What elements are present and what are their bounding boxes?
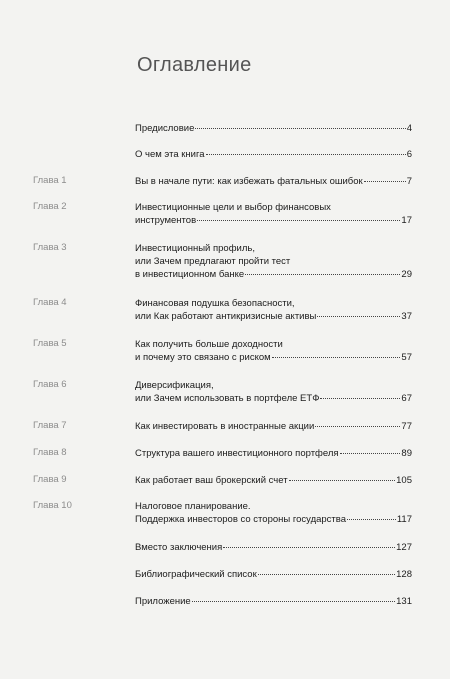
chapter-label: Глава 3 bbox=[33, 242, 67, 253]
entry-title-line: Как инвестировать в иностранные акции bbox=[135, 421, 315, 432]
entry-title-line: Инвестиционный профиль, bbox=[135, 243, 255, 254]
entry-body bbox=[135, 379, 412, 405]
entry-body bbox=[135, 201, 412, 227]
page-number: 105 bbox=[396, 475, 412, 486]
entry-title-line: и почему это связано с риском bbox=[135, 352, 271, 363]
leader-dots bbox=[289, 480, 396, 481]
entry-title-line: Диверсификация, bbox=[135, 380, 214, 391]
entry-body bbox=[135, 338, 412, 364]
entry-title-line: или Как работают антикризисные активы bbox=[135, 311, 317, 322]
page-number: 29 bbox=[401, 269, 412, 280]
leader-dots bbox=[245, 274, 400, 275]
page-number: 131 bbox=[396, 596, 412, 607]
chapter-label: Глава 7 bbox=[33, 420, 67, 431]
leader-dots bbox=[195, 128, 405, 129]
leader-dots bbox=[206, 154, 406, 155]
chapter-label: Глава 2 bbox=[33, 201, 67, 212]
page-number: 37 bbox=[401, 311, 412, 322]
page-number: 117 bbox=[396, 514, 412, 525]
entry-body bbox=[135, 175, 412, 188]
page-number: 4 bbox=[406, 123, 412, 134]
leader-dots bbox=[347, 519, 396, 520]
entry-title-line: в инвестиционном банке bbox=[135, 269, 245, 280]
entry-title-line: Налоговое планирование. bbox=[135, 501, 251, 512]
page-number: 77 bbox=[401, 421, 412, 432]
entry-body bbox=[135, 122, 412, 135]
page-number: 67 bbox=[401, 393, 412, 404]
page-number: 128 bbox=[396, 569, 412, 580]
leader-dots bbox=[258, 574, 395, 575]
entry-title-line: Инвестиционные цели и выбор финансовых bbox=[135, 202, 331, 213]
entry-body bbox=[135, 568, 412, 581]
leader-dots bbox=[192, 601, 395, 602]
page-number: 17 bbox=[401, 215, 412, 226]
page-number: 89 bbox=[401, 448, 412, 459]
entry-title-line: Предисловие bbox=[135, 123, 195, 134]
toc-title: Оглавление bbox=[137, 54, 252, 76]
entry-title-line: Как получить больше доходности bbox=[135, 339, 283, 350]
leader-dots bbox=[315, 426, 400, 427]
page-number: 7 bbox=[406, 176, 412, 187]
entry-body bbox=[135, 500, 412, 526]
page-number: 127 bbox=[396, 542, 412, 553]
page-number: 6 bbox=[406, 149, 412, 160]
entry-title-line: Структура вашего инвестиционного портфеля bbox=[135, 448, 339, 459]
entry-body bbox=[135, 595, 412, 608]
leader-dots bbox=[320, 398, 400, 399]
entry-title-line: Как работает ваш брокерский счет bbox=[135, 475, 288, 486]
leader-dots bbox=[340, 453, 401, 454]
entry-title-line: Финансовая подушка безопасности, bbox=[135, 298, 295, 309]
entry-title-line: Вместо заключения bbox=[135, 542, 223, 553]
chapter-label: Глава 10 bbox=[33, 500, 72, 511]
leader-dots bbox=[364, 181, 406, 182]
entry-title-line: Библиографический список bbox=[135, 569, 257, 580]
entry-title-line: Приложение bbox=[135, 596, 191, 607]
entry-title-line: Вы в начале пути: как избежать фатальных ошибок bbox=[135, 176, 363, 187]
entry-title-line: О чем эта книга bbox=[135, 149, 205, 160]
chapter-label: Глава 1 bbox=[33, 175, 67, 186]
leader-dots bbox=[317, 316, 400, 317]
leader-dots bbox=[272, 357, 401, 358]
chapter-label: Глава 4 bbox=[33, 297, 67, 308]
entry-title-line: инструментов bbox=[135, 215, 197, 226]
page-number: 57 bbox=[401, 352, 412, 363]
chapter-label: Глава 5 bbox=[33, 338, 67, 349]
entry-title-line: Поддержка инвесторов со стороны государства bbox=[135, 514, 347, 525]
entry-title-line: или Зачем предлагают пройти тест bbox=[135, 256, 291, 267]
entry-body bbox=[135, 541, 412, 554]
entry-body bbox=[135, 297, 412, 323]
chapter-label: Глава 9 bbox=[33, 474, 67, 485]
leader-dots bbox=[223, 547, 395, 548]
entry-body bbox=[135, 447, 412, 460]
entry-title-line: или Зачем использовать в портфеле ETФ bbox=[135, 393, 320, 404]
chapter-label: Глава 6 bbox=[33, 379, 67, 390]
leader-dots bbox=[197, 220, 400, 221]
entry-body bbox=[135, 474, 412, 487]
entry-body bbox=[135, 242, 412, 281]
entry-body bbox=[135, 148, 412, 161]
chapter-label: Глава 8 bbox=[33, 447, 67, 458]
entry-body bbox=[135, 420, 412, 433]
